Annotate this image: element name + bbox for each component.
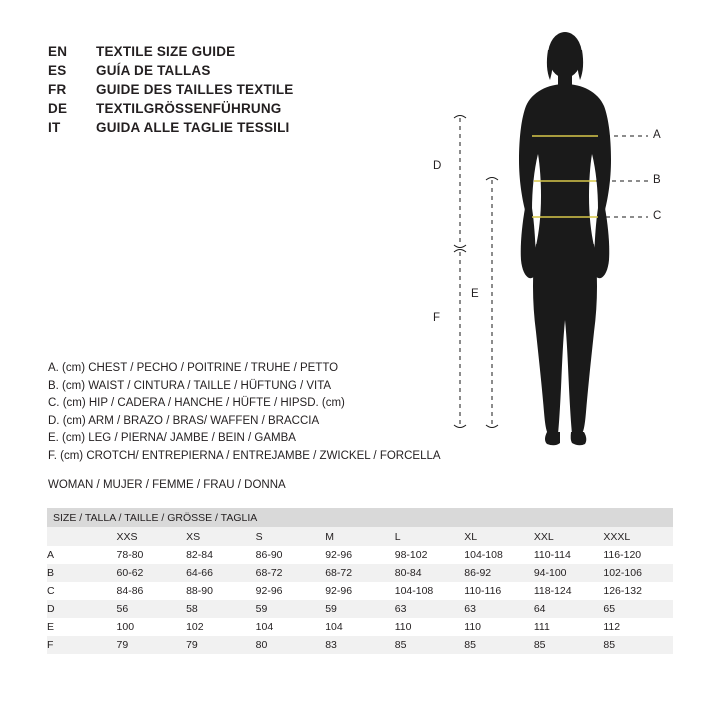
cell-b-xl: 86-92 xyxy=(464,564,534,582)
cell-f-l: 85 xyxy=(395,636,465,654)
cell-a-xs: 82-84 xyxy=(186,546,256,564)
row-label-d: D xyxy=(47,600,117,618)
col-xs: XS xyxy=(186,527,256,546)
bracket-d xyxy=(454,116,466,248)
col-blank xyxy=(47,527,117,546)
title-block xyxy=(48,44,294,139)
cell-d-xxl: 64 xyxy=(534,600,604,618)
label-b: B xyxy=(653,174,661,186)
bracket-e xyxy=(486,178,498,428)
label-a: A xyxy=(653,129,661,141)
col-s: S xyxy=(256,527,326,546)
cell-a-m: 92-96 xyxy=(325,546,395,564)
cell-e-xxs: 100 xyxy=(117,618,187,636)
cell-d-xl: 63 xyxy=(464,600,534,618)
row-label-e: E xyxy=(47,618,117,636)
cell-f-xs: 79 xyxy=(186,636,256,654)
cell-b-xxs: 60-62 xyxy=(117,564,187,582)
cell-b-xxl: 94-100 xyxy=(534,564,604,582)
col-xl: XL xyxy=(464,527,534,546)
cell-f-xxs: 79 xyxy=(117,636,187,654)
title-row-fr xyxy=(48,82,294,97)
title-text-fr: GUIDE DES TAILLES TEXTILE xyxy=(96,82,294,97)
cell-b-m: 68-72 xyxy=(325,564,395,582)
title-row-es xyxy=(48,63,294,78)
cell-c-m: 92-96 xyxy=(325,582,395,600)
cell-c-xxxl: 126-132 xyxy=(603,582,673,600)
cell-d-m: 59 xyxy=(325,600,395,618)
cell-d-xxxl: 65 xyxy=(603,600,673,618)
cell-e-s: 104 xyxy=(256,618,326,636)
legend-line-b: B. (cm) WAIST / CINTURA / TAILLE / HÜFTUNG / VITA xyxy=(48,379,332,392)
cell-a-xxl: 110-114 xyxy=(534,546,604,564)
title-row-en xyxy=(48,44,294,59)
label-e: E xyxy=(471,288,479,300)
cell-d-xs: 58 xyxy=(186,600,256,618)
table-row xyxy=(47,564,673,582)
col-xxxl: XXXL xyxy=(603,527,673,546)
cell-e-xxl: 111 xyxy=(534,618,604,636)
cell-e-m: 104 xyxy=(325,618,395,636)
label-d: D xyxy=(433,160,442,172)
cell-b-xxxl: 102-106 xyxy=(603,564,673,582)
col-xxl: XXL xyxy=(534,527,604,546)
cell-e-xs: 102 xyxy=(186,618,256,636)
row-label-c: C xyxy=(47,582,117,600)
row-label-b: B xyxy=(47,564,117,582)
title-row-it xyxy=(48,120,294,135)
title-text-it: GUIDA ALLE TAGLIE TESSILI xyxy=(96,120,290,135)
cell-c-xxl: 118-124 xyxy=(534,582,604,600)
cell-e-xl: 110 xyxy=(464,618,534,636)
label-c: C xyxy=(653,210,662,222)
table-row xyxy=(47,618,673,636)
table-columns-row xyxy=(47,527,673,546)
cell-f-xxxl: 85 xyxy=(603,636,673,654)
size-table xyxy=(47,508,673,654)
title-lang-it: IT xyxy=(48,120,61,135)
legend-line-d: D. (cm) ARM / BRAZO / BRAS/ WAFFEN / BRACCIA xyxy=(48,414,320,427)
cell-a-s: 86-90 xyxy=(256,546,326,564)
cell-a-l: 98-102 xyxy=(395,546,465,564)
size-table-wrap xyxy=(47,508,673,654)
cell-a-xxxl: 116-120 xyxy=(603,546,673,564)
cell-a-xxs: 78-80 xyxy=(117,546,187,564)
cell-f-xl: 85 xyxy=(464,636,534,654)
cell-b-l: 80-84 xyxy=(395,564,465,582)
cell-b-xs: 64-66 xyxy=(186,564,256,582)
col-m: M xyxy=(325,527,395,546)
cell-c-l: 104-108 xyxy=(395,582,465,600)
bracket-f xyxy=(454,250,466,428)
title-text-es: GUÍA DE TALLAS xyxy=(96,63,211,78)
cell-c-s: 92-96 xyxy=(256,582,326,600)
cell-f-xxl: 85 xyxy=(534,636,604,654)
cell-c-xl: 110-116 xyxy=(464,582,534,600)
cell-e-xxxl: 112 xyxy=(603,618,673,636)
legend-line-f: F. (cm) CROTCH/ ENTREPIERNA / ENTREJAMBE / ZWICKEL / FORCELLA xyxy=(48,449,441,462)
cell-a-xl: 104-108 xyxy=(464,546,534,564)
cell-e-l: 110 xyxy=(395,618,465,636)
title-text-de: TEXTILGRÖSSENFÜHRUNG xyxy=(96,101,282,116)
title-row-de xyxy=(48,101,294,116)
title-lang-en: EN xyxy=(48,44,68,59)
table-row xyxy=(47,600,673,618)
row-label-f: F xyxy=(47,636,117,654)
cell-d-s: 59 xyxy=(256,600,326,618)
title-lang-de: DE xyxy=(48,101,68,116)
table-row xyxy=(47,582,673,600)
cell-f-s: 80 xyxy=(256,636,326,654)
label-f: F xyxy=(433,312,441,324)
legend-block xyxy=(48,360,441,495)
table-header-label: SIZE / TALLA / TAILLE / GRÖSSE / TAGLIA xyxy=(47,508,673,527)
row-label-a: A xyxy=(47,546,117,564)
col-l: L xyxy=(395,527,465,546)
cell-d-xxs: 56 xyxy=(117,600,187,618)
table-row xyxy=(47,546,673,564)
figure-area xyxy=(420,20,700,460)
title-lang-fr: FR xyxy=(48,82,67,97)
title-lang-es: ES xyxy=(48,63,67,78)
category-label: WOMAN / MUJER / FEMME / FRAU / DONNA xyxy=(48,479,286,491)
legend-line-c: C. (cm) HIP / CADERA / HANCHE / HÜFTE / HIPSD. (cm) xyxy=(48,397,345,409)
female-silhouette xyxy=(420,20,700,460)
legend-spacer xyxy=(48,465,441,477)
col-xxs: XXS xyxy=(117,527,187,546)
cell-c-xxs: 84-86 xyxy=(117,582,187,600)
table-header-row xyxy=(47,508,673,527)
title-text-en: TEXTILE SIZE GUIDE xyxy=(96,44,236,59)
table-row xyxy=(47,636,673,654)
cell-b-s: 68-72 xyxy=(256,564,326,582)
cell-f-m: 83 xyxy=(325,636,395,654)
legend-line-a: A. (cm) CHEST / PECHO / POITRINE / TRUHE / PETTO xyxy=(48,362,339,374)
cell-c-xs: 88-90 xyxy=(186,582,256,600)
cell-d-l: 63 xyxy=(395,600,465,618)
legend-line-e: E. (cm) LEG / PIERNA/ JAMBE / BEIN / GAMBA xyxy=(48,432,296,444)
